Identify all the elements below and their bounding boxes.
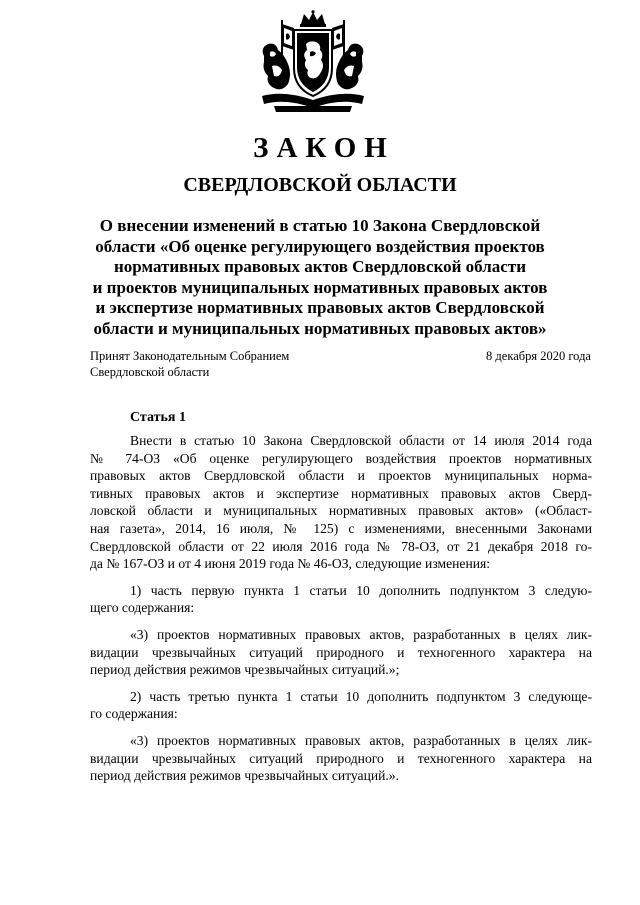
document-title-line: нормативных правовых актов Свердловской области bbox=[114, 257, 526, 276]
paragraph-line: правовых актов Свердловской области и проектов муниципальных норма- bbox=[90, 468, 592, 484]
document-title-line: и экспертизе нормативных правовых актов Свердловской bbox=[95, 298, 545, 317]
article-paragraph bbox=[90, 582, 592, 617]
paragraph-line: видации чрезвычайных ситуаций природного и техногенного характера на bbox=[90, 750, 592, 766]
document-title-line: и проектов муниципальных нормативных правовых актов bbox=[92, 277, 548, 297]
paragraph-line: период действия режимов чрезвычайных ситуаций.»; bbox=[90, 662, 400, 678]
adoption-line: Принят Законодательным Собранием bbox=[90, 349, 290, 363]
adoption-info bbox=[90, 348, 289, 380]
paragraph-line: Свердловской области от 22 июля 2016 года № 78-ОЗ, от 21 декабря 2018 го- bbox=[90, 538, 592, 554]
article-body bbox=[90, 432, 592, 794]
paragraph-line: ловской области и муниципальных нормативных правовых актов» («Област- bbox=[90, 503, 592, 519]
paragraph-line: 2) часть третью пункта 1 статьи 10 дополнить подпунктом 3 следующе- bbox=[130, 688, 592, 704]
paragraph-line: № 74-ОЗ «Об оценке регулирующего воздействия проектов нормативных bbox=[90, 450, 592, 466]
document-title-line: области «Об оценке регулирующего воздействия проектов bbox=[95, 236, 545, 256]
document-title-line: области и муниципальных нормативных правовых актов» bbox=[93, 318, 547, 338]
article-paragraph bbox=[90, 626, 592, 679]
law-title: ЗАКОН bbox=[253, 132, 395, 164]
region-title: СВЕРДЛОВСКОЙ ОБЛАСТИ bbox=[183, 174, 457, 196]
paragraph-line: «3) проектов нормативных правовых актов, разработанных в целях лик- bbox=[130, 626, 592, 642]
paragraph-line: Внести в статью 10 Закона Свердловской области от 14 июля 2014 года bbox=[130, 433, 592, 448]
paragraph-line: го содержания: bbox=[90, 706, 178, 722]
paragraph-line: 1) часть первую пункта 1 статьи 10 дополнить подпунктом 3 следую- bbox=[130, 582, 592, 598]
article-paragraph bbox=[90, 688, 592, 723]
adoption-date: 8 декабря 2020 года bbox=[486, 349, 591, 363]
paragraph-line: период действия режимов чрезвычайных ситуаций.». bbox=[90, 768, 399, 784]
paragraph-line: щего содержания: bbox=[90, 600, 195, 616]
article-paragraph bbox=[90, 732, 592, 785]
document-title bbox=[90, 216, 550, 339]
paragraph-line: тивных правовых актов и экспертизе нормативных правовых актов Сверд- bbox=[90, 485, 592, 501]
paragraph-line: ная газета», 2014, 16 июля, № 125) с изменениями, внесенными Законами bbox=[90, 520, 592, 536]
paragraph-line: да № 167-ОЗ и от 4 июня 2019 года № 46-ОЗ, следующие изменения: bbox=[90, 556, 491, 572]
coat-of-arms-icon bbox=[254, 10, 372, 115]
paragraph-line: «3) проектов нормативных правовых актов, разработанных в целях лик- bbox=[130, 732, 592, 748]
article-paragraph bbox=[90, 432, 592, 573]
adoption-line: Свердловской области bbox=[90, 365, 210, 379]
paragraph-line: видации чрезвычайных ситуаций природного и техногенного характера на bbox=[90, 644, 592, 660]
document-title-line: О внесении изменений в статью 10 Закона Свердловской bbox=[99, 216, 541, 235]
article-heading: Статья 1 bbox=[130, 410, 186, 425]
